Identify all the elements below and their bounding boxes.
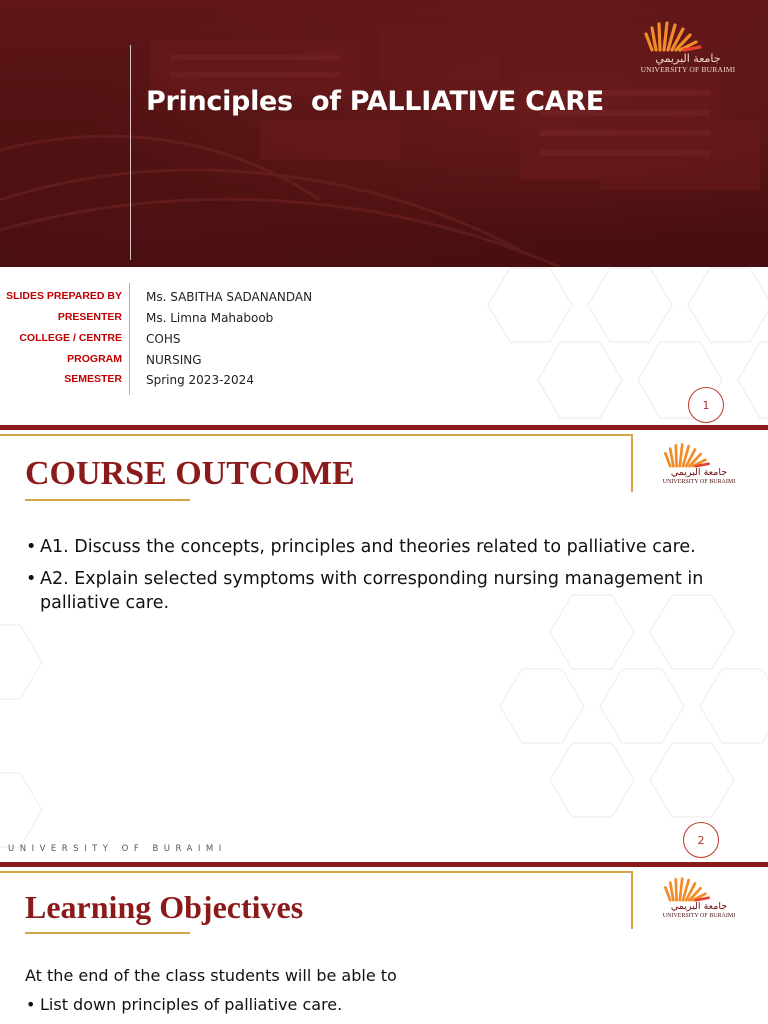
logo-english-text: UNIVERSITY OF BURAIMI — [640, 65, 736, 74]
heading-underline — [25, 499, 190, 501]
info-label: SLIDES PREPARED BY — [6, 290, 122, 302]
info-row-program — [0, 353, 400, 373]
info-row-semester — [0, 373, 400, 393]
sunburst-logo-icon — [638, 20, 738, 52]
info-row-presenter — [0, 311, 400, 331]
presentation-title: Principles of PALLIATIVE CARE — [146, 86, 604, 117]
info-value: Ms. Limna Mahaboob — [146, 311, 274, 325]
info-label: COLLEGE / CENTRE — [19, 332, 122, 344]
gold-top-rule — [0, 434, 632, 436]
sunburst-logo-icon — [659, 876, 739, 902]
slide-top-rule — [0, 425, 768, 430]
info-label: SEMESTER — [64, 373, 122, 385]
slide-heading: Learning Objectives — [25, 889, 304, 925]
info-value: Ms. SABITHA SADANANDAN — [146, 290, 313, 304]
list-item: • List down principles of palliative care. — [26, 993, 736, 1017]
logo-english-text: UNIVERSITY OF BURAIMI — [662, 478, 736, 485]
info-value: NURSING — [146, 353, 202, 367]
title-slide — [0, 0, 768, 423]
campus-banner — [0, 0, 768, 267]
gold-top-rule — [0, 871, 632, 873]
page-number-badge: 1 — [688, 387, 724, 423]
title-divider-line — [130, 45, 131, 260]
slide-heading: COURSE OUTCOME — [25, 455, 355, 492]
logo-divider-line — [631, 434, 633, 492]
list-item: • A2. Explain selected symptoms with corresponding nursing management in palliative care. — [26, 567, 736, 615]
logo-arabic-text: جامعة البريمي — [655, 52, 721, 65]
info-row-college — [0, 332, 400, 352]
heading-underline — [25, 932, 190, 934]
logo-arabic-text: جامعة البريمي — [670, 901, 728, 912]
learning-objectives-slide — [0, 862, 768, 1024]
list-item: • A1. Discuss the concepts, principles and theories related to palliative care. — [26, 535, 736, 559]
page-number-badge: 2 — [683, 822, 719, 858]
university-logo — [659, 876, 739, 919]
objectives-intro: At the end of the class students will be able to — [25, 966, 397, 985]
university-logo — [638, 20, 738, 74]
info-value: Spring 2023-2024 — [146, 373, 254, 387]
sunburst-logo-icon — [659, 442, 739, 468]
info-row-prepared-by — [0, 290, 400, 310]
logo-arabic-text: جامعة البريمي — [670, 467, 728, 478]
course-outcome-slide — [0, 425, 768, 862]
course-outcome-list — [26, 535, 736, 623]
logo-english-text: UNIVERSITY OF BURAIMI — [662, 912, 736, 919]
info-label: PRESENTER — [57, 311, 122, 323]
logo-divider-line — [631, 871, 633, 929]
info-value: COHS — [146, 332, 181, 346]
objectives-list — [26, 993, 736, 1024]
slide-top-rule — [0, 862, 768, 867]
info-label: PROGRAM — [67, 353, 122, 365]
footer-university-text: UNIVERSITY OF BURAIMI — [8, 844, 227, 854]
university-logo — [659, 442, 739, 485]
